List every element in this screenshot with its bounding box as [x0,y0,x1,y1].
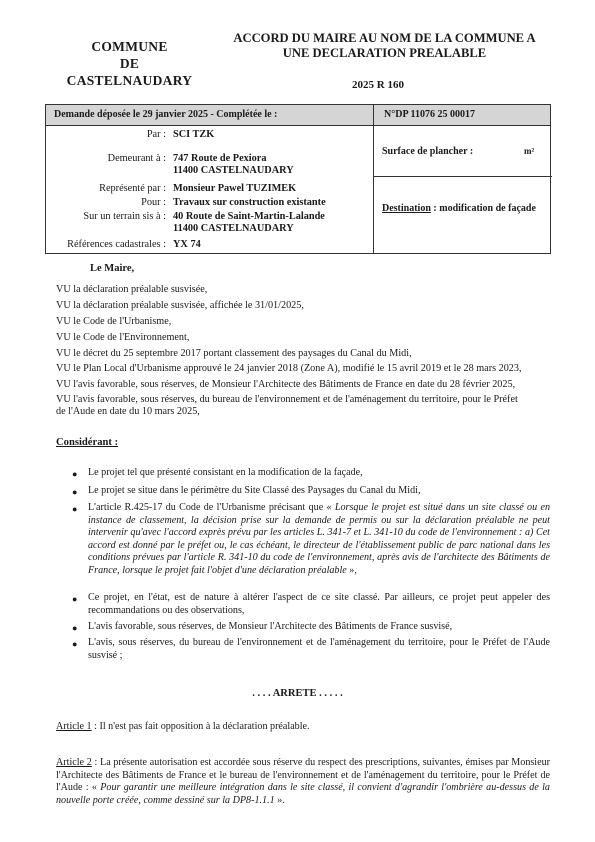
representative-name: Monsieur Pawel TUZIMEK [173,183,297,194]
article-heading: Article 1 [56,721,92,732]
commune-line: COMMUNE [91,39,168,54]
table-divider [373,176,552,177]
floor-area-unit: m² [524,146,535,156]
commune-line: DE [119,56,140,71]
purpose-label: Pour : [141,197,166,208]
quoted-article-text: Lorsque le projet est situé dans un site classé ou en instance de classement, la décision prise sur la demande de permis ou sur la déclaration préalable ne peut intervenir qu'avec l'accord exprès prévu par les articles L. 341-7 et L. 341-10 du code de l'environnement : a) Cet accord est donné par le préfet ou, le cas échéant, le directeur de l'établissement public de parc national dans les conditions prévues par l'article R. 341-10 du code de l'environnement, après avis de l'architecte des Bâtiments de France, lorsque le projet fait l'objet d'une déclaration préalable [88,502,551,576]
considerant-item: L'avis, sous réserves, du bureau de l'environnement et de l'aménagement du territoire, pour le Préfet de l'Aude susvisé ; [88,637,550,661]
bullet-icon: ● [72,469,78,479]
representative-label: Représenté par : [99,183,166,194]
applicant-name: SCI TZK [173,129,215,140]
land-address-line: 40 Route de Saint-Martin-Lalande [173,211,325,222]
floor-area-label: Surface de plancher : [382,146,474,157]
address-line: 11400 CASTELNAUDARY [173,165,294,176]
vu-line: VU le Code de l'Environnement, [56,332,190,343]
purpose-value: Travaux sur construction existante [173,197,326,208]
table-divider [373,105,374,253]
commune-block [52,38,207,89]
title-line: ACCORD DU MAIRE AU NOM DE LA COMMUNE A [233,31,536,45]
file-number: N°DP 11076 25 00017 [384,109,475,120]
considerant-item: Le projet se situe dans le périmètre du Site Classé des Paysages du Canal du Midi, [88,485,421,496]
arrete-heading: . . . . ARRETE . . . . . [252,688,343,699]
vu-line: VU la déclaration préalable susvisée, [56,284,208,295]
le-maire-heading: Le Maire, [90,263,135,274]
vu-line: VU le décret du 25 septembre 2017 portant classement des paysages du Canal du Midi, [56,348,412,359]
vu-line: VU le Code de l'Urbanisme, [56,316,172,327]
destination [382,203,542,215]
title-line: UNE DECLARATION PREALABLE [282,46,487,60]
destination-label: Destination [382,203,431,214]
par-label: Par : [146,129,166,140]
text-segment: », [346,564,357,576]
address-line: 747 Route de Pexiora [173,153,267,164]
request-date: Demande déposée le 29 janvier 2025 - Complétée le : [54,109,278,120]
vu-line: de l'Aude en date du 10 mars 2025, [56,406,200,417]
land-label: Sur un terrain sis à : [83,211,166,222]
article-text: : La présente autorisation est accordée sous réserve du respect des prescriptions, suivantes, émises par Monsieur l'Architecte des Bâtiments de France et le bureau de l'environnement et de l'aménagement du territoire, pour le Préfet de l'Aude : « [56,757,550,793]
request-info-table [45,104,551,254]
vu-line: VU la déclaration préalable susvisée, affichée le 31/01/2025, [56,300,304,311]
cadastral-label: Références cadastrales : [67,239,166,250]
prescription-text: Pour garantir une meilleure intégration dans le site classé, il convient d'agrandir l'ombrière au-dessus de la nouvelle porte créée, comme dessiné sur la DP8-1.1.1 [56,782,550,806]
bullet-icon: ● [72,594,78,604]
text-segment: L'article R.425-17 du Code de l'Urbanisme précisant que « [88,502,335,513]
article-text: ». [274,794,285,806]
article-1 [56,721,550,734]
article-heading: Article 2 [56,757,92,768]
bullet-icon: ● [72,623,78,633]
vu-line: VU l'avis favorable, sous réserves, de Monsieur l'Architecte des Bâtiments de France en date du 28 février 2025, [56,379,516,390]
considerant-item: L'avis favorable, sous réserves, de Monsieur l'Architecte des Bâtiments de France susvisé, [88,621,453,632]
article-text: : Il n'est pas fait opposition à la déclaration préalable. [91,721,310,732]
commune-line: CASTELNAUDARY [66,73,193,88]
arrete-reference: 2025 R 160 [352,79,404,91]
bullet-icon: ● [72,504,78,514]
address-label: Demeurant à : [107,153,166,164]
land-address-line: 11400 CASTELNAUDARY [173,223,294,234]
considerant-heading: Considérant : [56,437,119,448]
document-title [222,31,547,61]
considerant-item [88,502,550,577]
considerant-item: Le projet tel que présenté consistant en la modification de la façade, [88,467,363,478]
bullet-icon: ● [72,639,78,649]
article-2 [56,757,550,807]
destination-value: : modification de façade [430,203,536,214]
vu-line: VU l'avis favorable, sous réserves, du bureau de l'environnement et de l'aménagement du territoire, pour le Préfet [56,394,518,405]
vu-line: VU le Plan Local d'Urbanisme approuvé le 24 janvier 2018 (Zone A), modifié le 15 avril 2019 et le 28 mars 2023, [56,363,522,374]
considerant-item: Ce projet, en l'état, est de nature à altérer l'aspect de ce site classé. Par ailleurs, ce projet peut appeler des recommandations ou des observations, [88,592,550,616]
bullet-icon: ● [72,487,78,497]
cadastral-value: YX 74 [173,239,201,250]
